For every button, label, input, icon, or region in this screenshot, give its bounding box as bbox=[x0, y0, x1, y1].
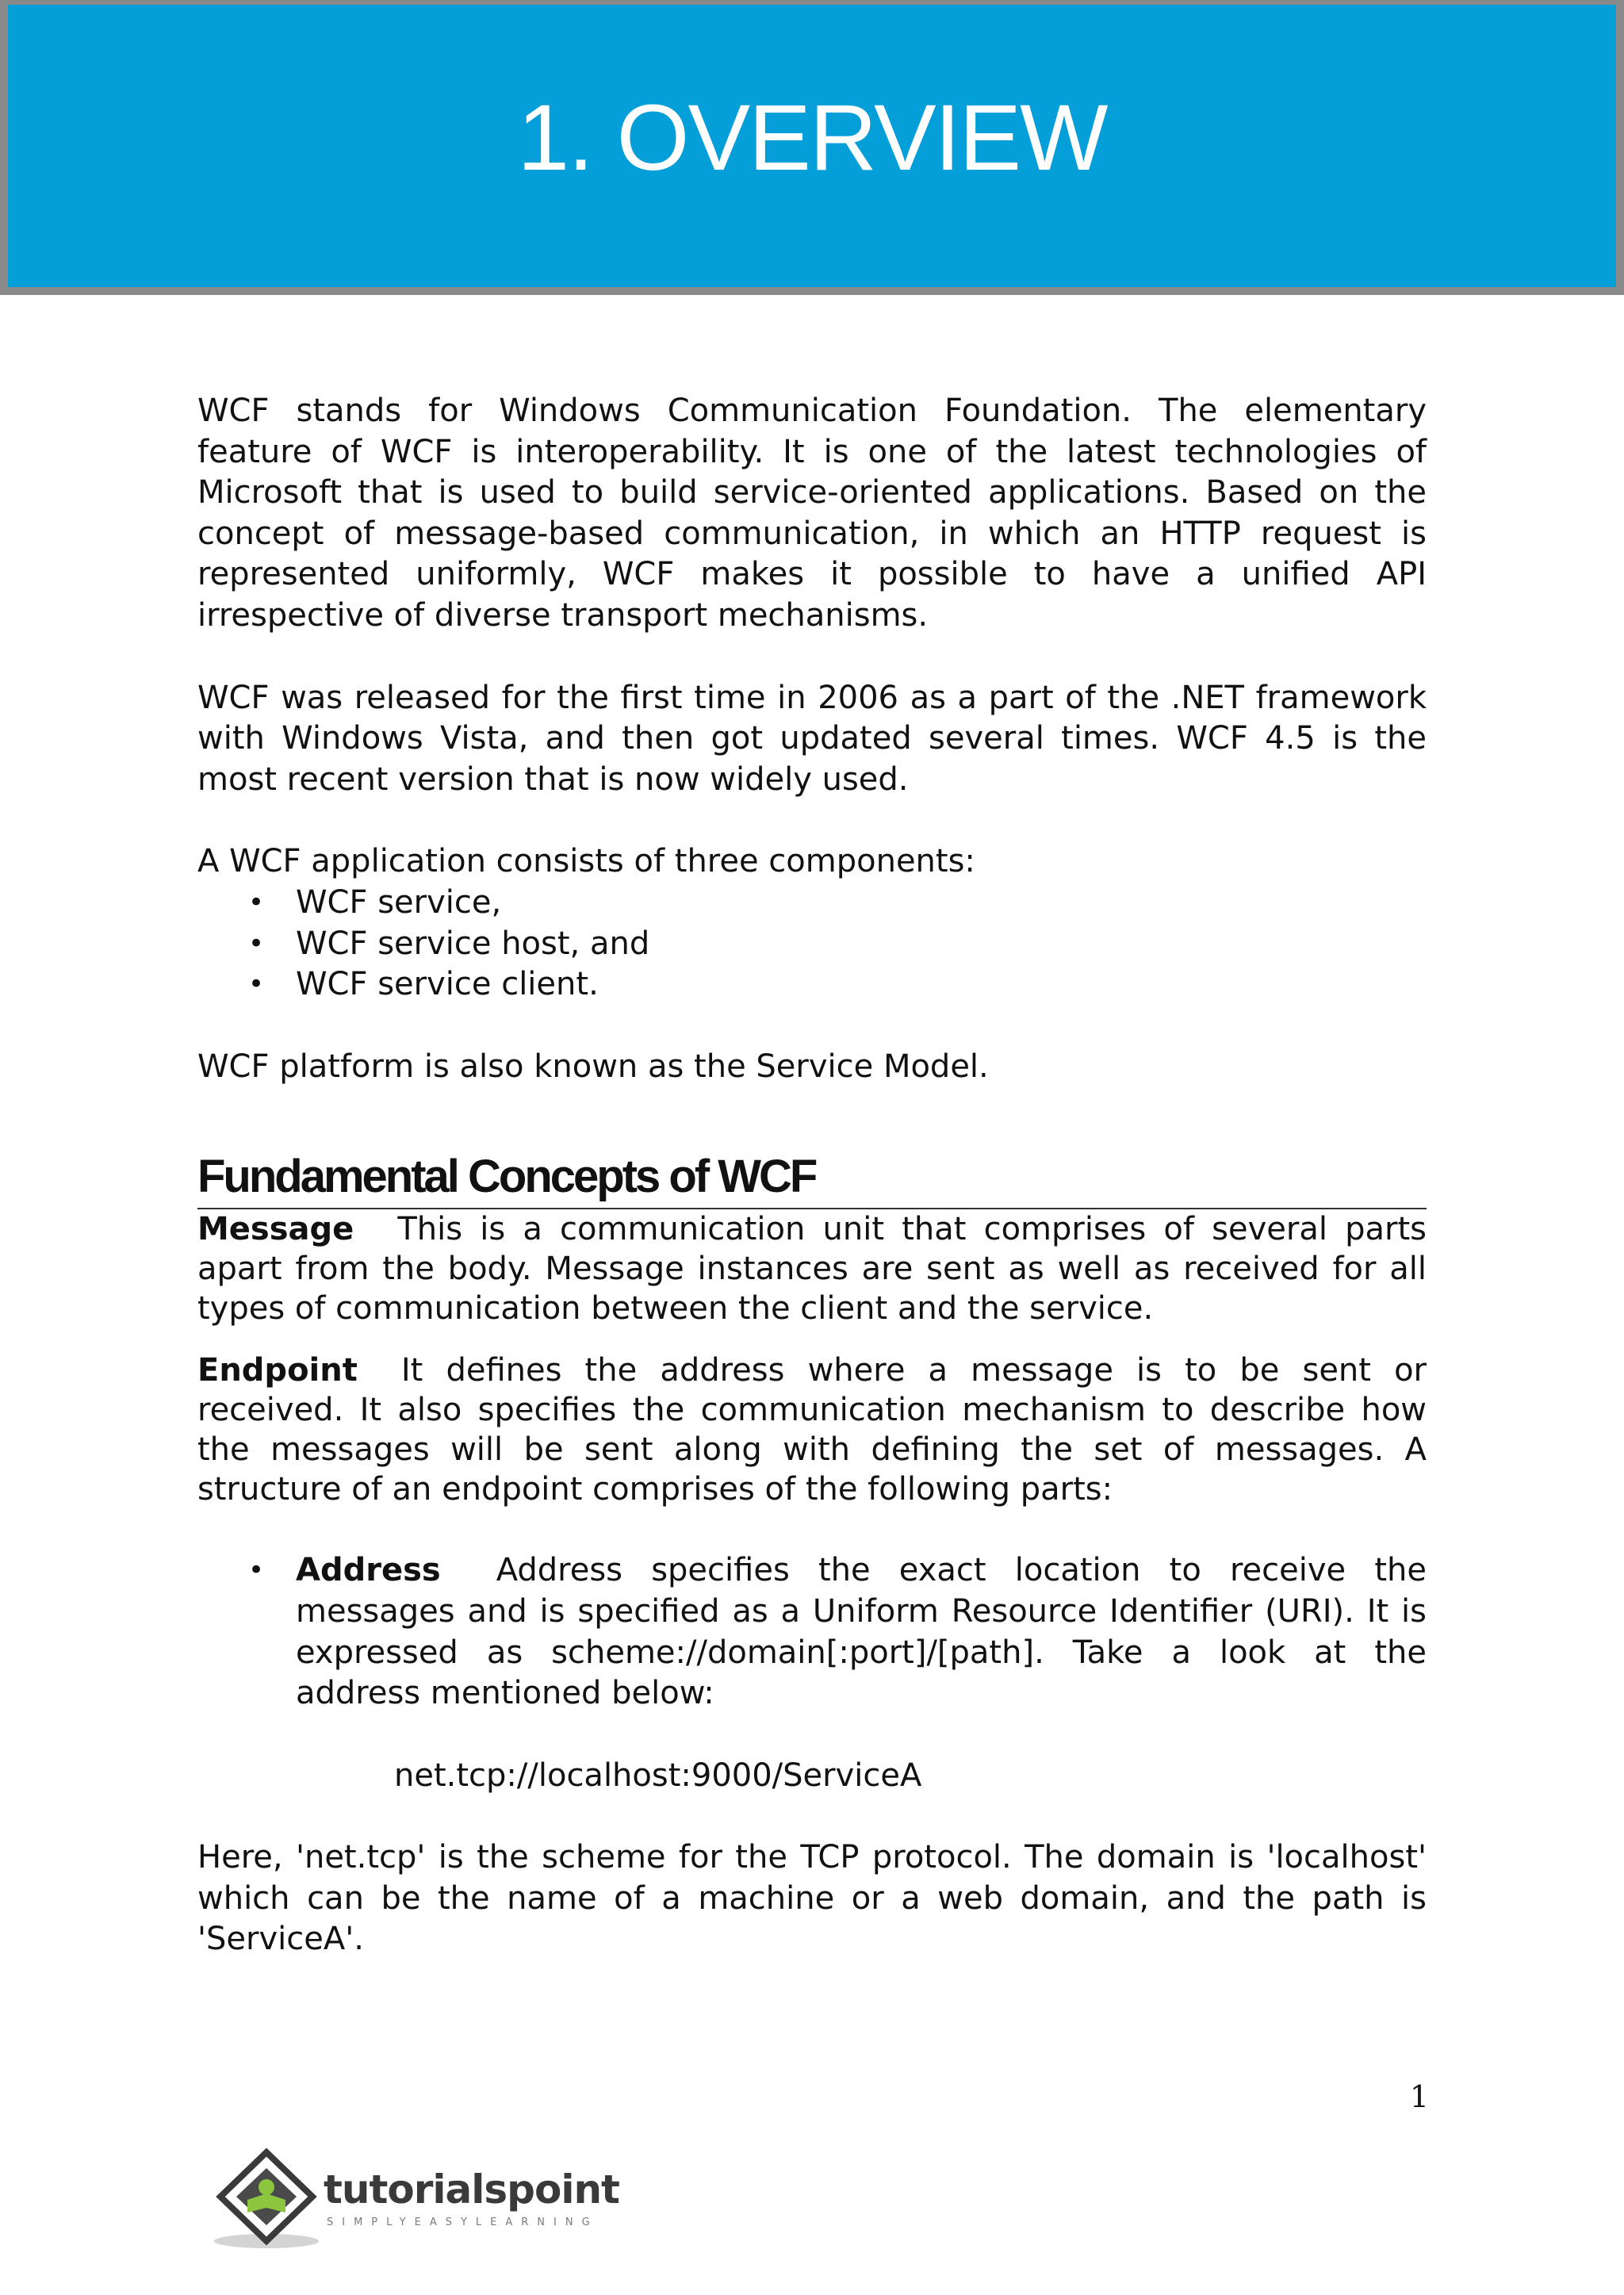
intro-paragraph-4: WCF platform is also known as the Service Model. bbox=[197, 1048, 989, 1085]
address-explanation: Here, 'net.tcp' is the scheme for the TCP protocol. The domain is 'localhost' which can be the name of a machine or a web domain, and the path is 'ServiceA'. bbox=[197, 1839, 1427, 1958]
endpoint-definition bbox=[197, 1351, 1427, 1509]
page-number: 1 bbox=[1409, 2079, 1429, 2114]
components-list bbox=[197, 883, 1427, 1006]
bullet-icon: • bbox=[248, 886, 265, 918]
section-heading: Fundamental Concepts of WCF bbox=[197, 1151, 1427, 1209]
message-definition bbox=[197, 1209, 1427, 1328]
endpoint-parts-list bbox=[197, 1550, 1427, 1714]
list-item-text: WCF service, bbox=[296, 883, 502, 921]
address-term: Address bbox=[296, 1552, 441, 1589]
bullet-icon: • bbox=[248, 927, 265, 960]
chapter-title: 1. OVERVIEW bbox=[517, 86, 1107, 190]
address-example: net.tcp://localhost:9000/ServiceA bbox=[394, 1757, 922, 1794]
endpoint-term: Endpoint bbox=[197, 1352, 358, 1389]
message-term: Message bbox=[197, 1211, 354, 1248]
list-item bbox=[197, 964, 1427, 1006]
chapter-banner bbox=[0, 0, 1624, 295]
list-item bbox=[197, 1550, 1427, 1714]
message-text: This is a communication unit that comprises of several parts apart from the body. Message instances are sent as well as received for all types of communication between the client and the service. bbox=[197, 1211, 1427, 1328]
logo-person-head bbox=[259, 2179, 274, 2195]
bullet-icon: • bbox=[248, 1554, 265, 1587]
list-item bbox=[197, 883, 1427, 924]
address-text: Address specifies the exact location to receive the messages and is specified as a Uniform Resource Identifier (URI). It is expressed as scheme://domain[:port]/[path]. Take a look at the address mentioned below: bbox=[296, 1552, 1427, 1712]
logo-wordmark: tutorialspoint bbox=[324, 2167, 619, 2213]
intro-paragraph-1: WCF stands for Windows Communication Foundation. The elementary feature of WCF is interoperability. It is one of the latest technologies of Microsoft that is used to build service-oriented applications. Based on the concept of message-based communication, in which an HTTP request is represented uniformly, WCF makes it possible to have a unified API irrespective of diverse transport mechanisms. bbox=[197, 393, 1427, 634]
intro-paragraph-2: WCF was released for the first time in 2006 as a part of the .NET framework with Windows Vista, and then got updated several times. WCF 4.5 is the most recent version that is now widely used. bbox=[197, 679, 1427, 798]
tutorialspoint-logo bbox=[205, 2147, 649, 2251]
page-content bbox=[197, 391, 1427, 1960]
logo-tagline: SIMPLYEASYLEARNING bbox=[327, 2216, 599, 2228]
endpoint-text: It defines the address where a message is to be sent or received. It also specifies the communication mechanism to describe how the messages will be sent along with defining the set of messages. A structure of an endpoint comprises of the following parts: bbox=[197, 1352, 1427, 1508]
bullet-icon: • bbox=[248, 968, 265, 1001]
list-item-text: WCF service client. bbox=[296, 966, 599, 1003]
list-item-text: WCF service host, and bbox=[296, 925, 650, 962]
intro-paragraph-3: A WCF application consists of three components: bbox=[197, 843, 975, 880]
list-item bbox=[197, 924, 1427, 965]
